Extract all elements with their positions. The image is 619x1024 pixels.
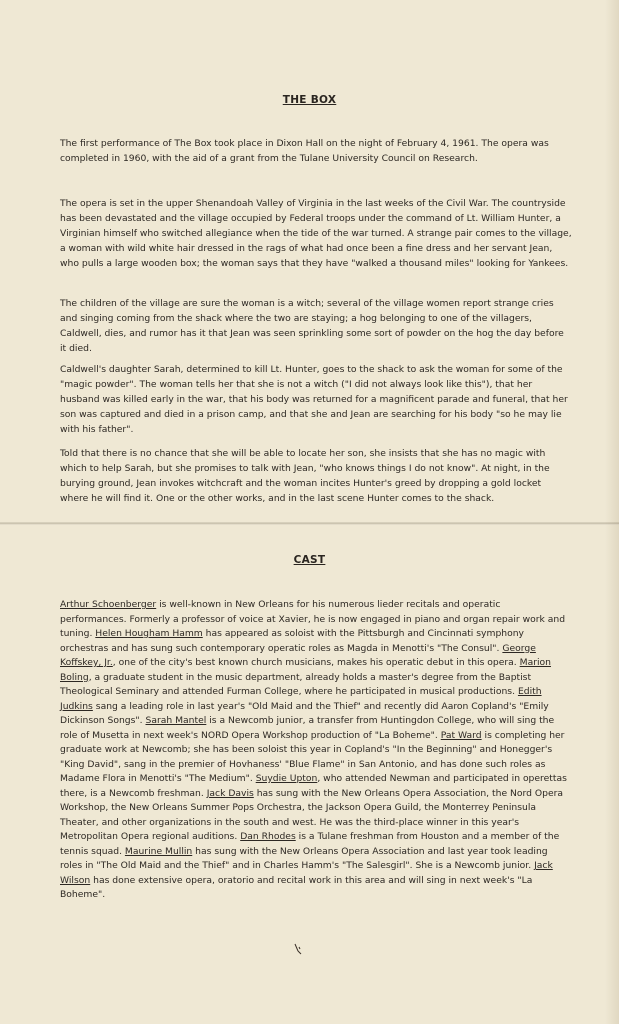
cast-member-name: Pat Ward bbox=[440, 729, 482, 741]
cast-member-name: Marion Boling bbox=[60, 657, 551, 683]
cast-paragraph bbox=[60, 598, 568, 903]
cast-member-bio: is well-known in New Orleans for his numerous lieder recitals and operatic performances. Formerly a professor of voice at Xavier, he is now engaged in piano and organ repair work and tuning. bbox=[60, 599, 566, 639]
cast-member-bio: , a graduate student in the music department, already holds a master's degree from the Baptist Theological Seminary and attended Furman College, where he participated in musical productions. bbox=[60, 671, 532, 697]
cast-member-name: Jack Wilson bbox=[60, 860, 553, 886]
cast-member-name: Edith Judkins bbox=[60, 686, 542, 712]
cast-member-name: George Koffskey, Jr. bbox=[60, 642, 536, 668]
cast-member-name: Maurine Mullin bbox=[124, 845, 193, 857]
cast-member-name: Sarah Mantel bbox=[145, 715, 207, 726]
cast-member-bio: has done extensive opera, oratorio and recital work in this area and will sing in next week's "La Boheme". bbox=[60, 874, 533, 900]
cast-member-bio: has sung with the New Orleans Opera Association and last year took leading roles in "The Old Maid and the Thief" and in Charles Hamm's "The Salesgirl". She is a Newcomb junior. bbox=[60, 845, 548, 871]
cast-member-bio: has appeared as soloist with the Pittsburgh and Cincinnati symphony orchestras and has sung such contemporary operatic roles as Magda in Menotti's "The Consul". bbox=[60, 628, 524, 654]
page-fold bbox=[0, 522, 619, 525]
page-title: THE BOX bbox=[282, 94, 337, 106]
cast-member-bio: has sung with the New Orleans Opera Association, the Nord Opera Workshop, the New Orleans Summer Pops Orchestra, the Jackson Opera Guild, the Monterrey Peninsula Theater, and other organizations in the south and west. He was the third-place winner in this year's Metropolitan Opera regional auditions. bbox=[60, 787, 564, 842]
cast-member-name: Jack Davis bbox=[206, 787, 254, 799]
cast-member-bio: sang a leading role in last year's "Old Maid and the Thief" and recently did Aaron Copland's "Emily Dickinson Songs". bbox=[60, 700, 549, 726]
ending-paragraph: Told that there is no chance that she will be able to locate her son, she insists that she has no magic with which to help Sarah, but she promises to talk with Jean, "who knows things I do not know". At night, in the burying ground, Jean invokes witchcraft and the woman incites Hunter's greed by dropping a gold locket where he will find it. One or the other works, and in the last scene Hunter comes to the shack. bbox=[60, 448, 550, 504]
cast-member-bio: , one of the city's best known church musicians, makes his operatic debut in this opera. bbox=[112, 657, 520, 668]
page-edge-shadow bbox=[605, 0, 619, 1024]
cast-member-bio: , who attended Newman and participated in operettas there, is a Newcomb freshman. bbox=[60, 773, 567, 799]
cast-member-name: Dan Rhodes bbox=[240, 831, 296, 842]
sarah-paragraph: Caldwell's daughter Sarah, determined to kill Lt. Hunter, goes to the shack to ask the woman for some of the "magic powder". The woman tells her that she is not a witch ("I did not always look like this"), that her husband was killed early in the war, that his body was returned for a magnificent parade and funeral, that her son was captured and died in a prison camp, and that she and Jean are searching for his body "so he may lie with his father". bbox=[60, 364, 568, 435]
cast-member-bio: is completing her graduate work at Newcomb; she has been soloist this year in Copland's "In the Beginning" and Honegger's "King David", sang in the premier of Hovhaness' "Blue Flame" in San Antonio, and has done such roles as Madame Flora in Menotti's "The Medium". bbox=[60, 729, 565, 784]
cast-title: CAST bbox=[293, 554, 326, 566]
cast-member-bio: is a Tulane freshman from Houston and a member of the tennis squad. bbox=[60, 831, 560, 857]
cast-member-name: Helen Hougham Hamm bbox=[95, 628, 203, 639]
pen-mark bbox=[292, 942, 306, 956]
cast-member-name: Suydie Upton bbox=[255, 773, 318, 784]
setting-paragraph: The opera is set in the upper Shenandoah Valley of Virginia in the last weeks of the Civil War. The countryside has been devastated and the village occupied by Federal troops under the command of Lt. William Hunter, a Virginian himself who switched allegiance when the tide of the war turned. A strange pair comes to the village, a woman with wild white hair dressed in the rags of what had once been a fine dress and her servant Jean, who pulls a large wooden box; the woman says that they have "walked a thousand miles" looking for Yankees. bbox=[60, 198, 572, 269]
witch-paragraph: The children of the village are sure the woman is a witch; several of the village women report strange cries and singing coming from the shack where the two are staying; a hog belonging to one of the villagers, Caldwell, dies, and rumor has it that Jean was seen sprinkling some sort of powder on the hog the day before it died. bbox=[60, 298, 564, 354]
cast-member-bio: is a Newcomb junior, a transfer from Huntingdon College, who will sing the role of Musetta in next week's NORD Opera Workshop production of "La Boheme". bbox=[60, 715, 555, 741]
intro-paragraph: The first performance of The Box took place in Dixon Hall on the night of February 4, 1961. The opera was completed in 1960, with the aid of a grant from the Tulane University Council on Research. bbox=[60, 138, 549, 164]
cast-member-name: Arthur Schoenberger bbox=[60, 599, 157, 610]
